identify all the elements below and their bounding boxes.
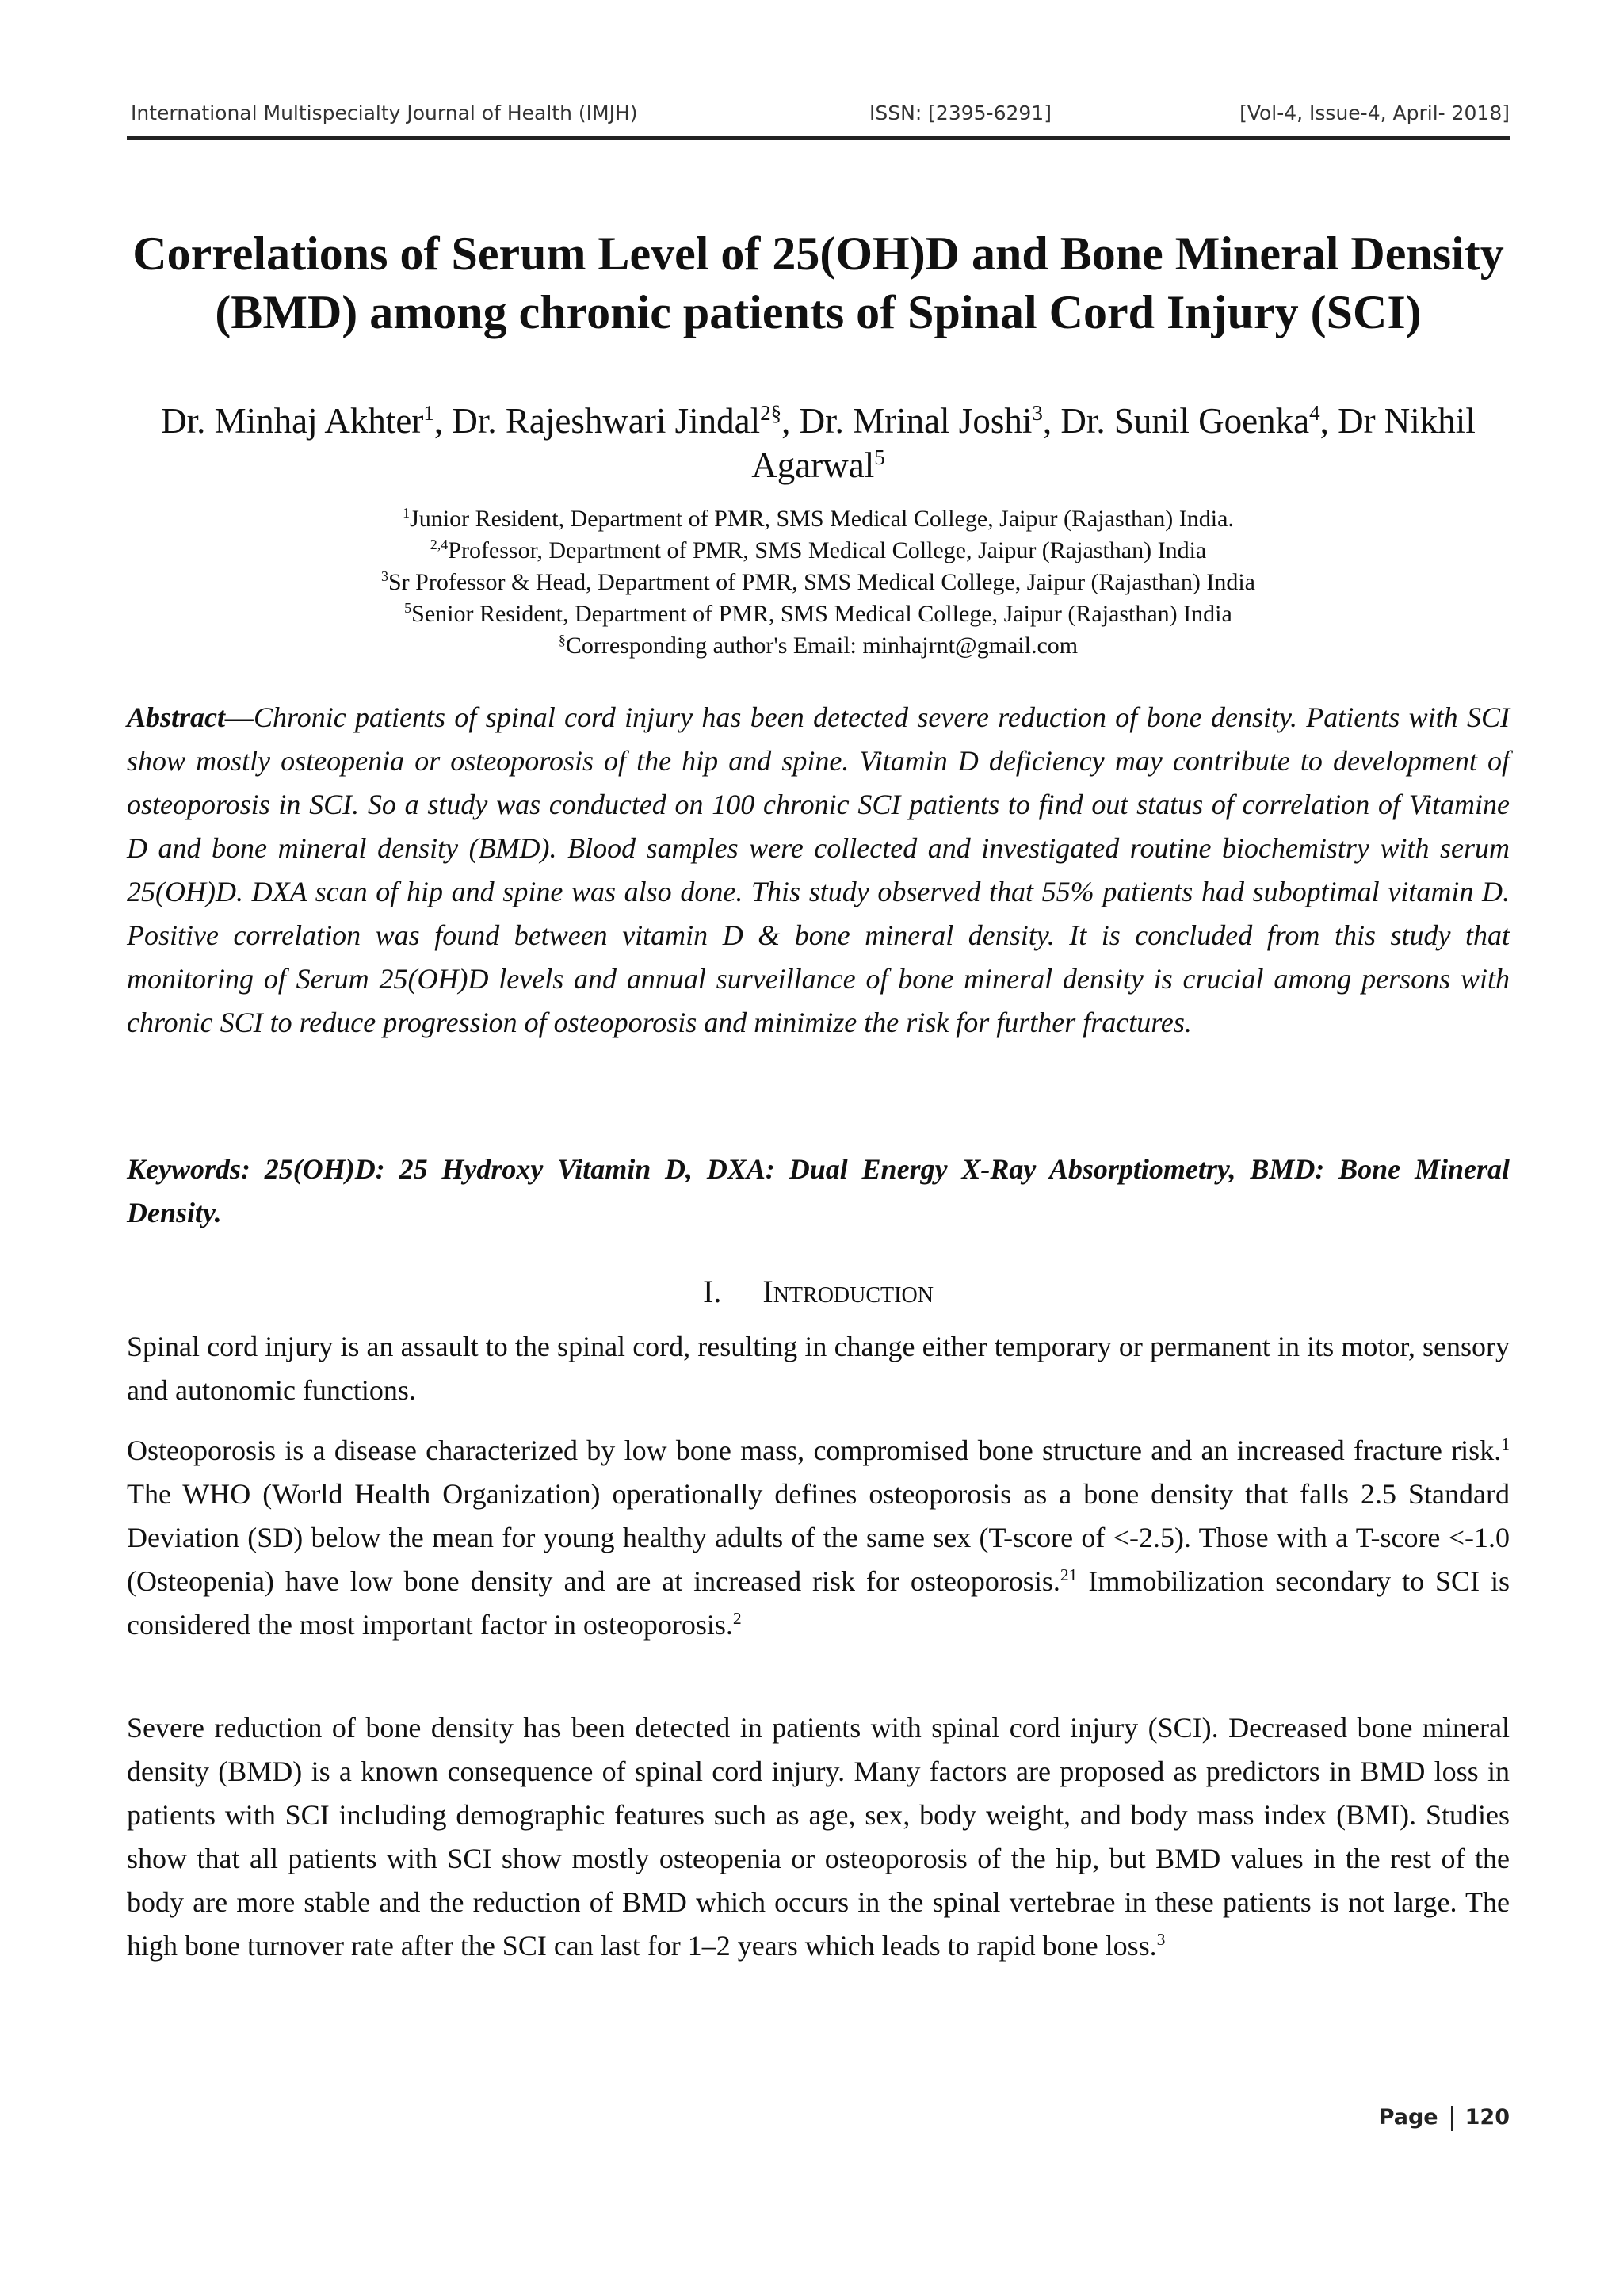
paper-title: Correlations of Serum Level of 25(OH)D and Bone Mineral Density (BMD) among chronic patients of Spinal Cord Injury (SCI) (132, 227, 1504, 338)
paragraph: Osteoporosis is a disease characterized by low bone mass, compromised bone structure and an increased fracture risk.$^1$ The WHO (World Health Organization) operationally defines osteoporosis as a bone density that falls 2.5 Standard Deviation (SD) below the mean for young healthy adults of the same sex (T-score of <-2.5). Those with a T-score <-1.0 (Osteopenia) have low bone density and are at increased risk for osteoporosis.$^{21}$ Immobilization secondary to SCI is considered the most important factor in osteoporosis.$^2$ (127, 1435, 1510, 1641)
abstract (127, 696, 1510, 1045)
journal-name: International Multispecialty Journal of Health (IMJH) (131, 101, 638, 124)
author: Dr Nikhil Agarwal$^5$ (751, 401, 1476, 485)
author: Dr. Minhaj Akhter$^1$, (161, 401, 453, 441)
citation: 2 (732, 1609, 742, 1628)
page-number: 120 (1465, 2105, 1510, 2130)
section-number: I. (703, 1274, 722, 1309)
keywords: Keywords: 25(OH)D: 25 Hydroxy Vitamin D, DXA: Dual Energy X-Ray Absorptiometry, BMD: Bone Mineral Density. (127, 1153, 1510, 1228)
paragraph: Spinal cord injury is an assault to the spinal cord, resulting in change either temporary or permanent in its motor, sensory and autonomic functions. (127, 1331, 1510, 1406)
affiliation: $^5$Senior Resident, Department of PMR, SMS Medical College, Jaipur (Rajasthan) India (404, 600, 1232, 627)
affiliation: $^1$Junior Resident, Department of PMR, SMS Medical College, Jaipur (Rajasthan) India. (403, 505, 1234, 532)
affiliation: $^{2,4}$Professor, Department of PMR, SMS Medical College, Jaipur (Rajasthan) India (430, 537, 1207, 563)
author-list (127, 399, 1510, 487)
section-title: Introduction (762, 1274, 934, 1309)
section-heading-introduction (127, 1271, 1510, 1312)
affiliations (127, 503, 1510, 662)
page-label: Page (1378, 2105, 1438, 2130)
issn: ISSN: [2395-6291] (869, 101, 1052, 124)
abstract-text: Chronic patients of spinal cord injury has been detected severe reduction of bone density. Patients with SCI show mostly osteopenia or osteoporosis of the hip and spine. Vitamin D deficiency may contribute to development of osteoporosis in SCI. So a study was conducted on 100 chronic SCI patients to find out status of correlation of Vitamine D and bone mineral density (BMD). Blood samples were collected and investigated routine biochemistry with serum 25(OH)D. DXA scan of hip and spine was also done. This study observed that 55% patients had suboptimal vitamin D. Positive correlation was found between vitamin D & bone mineral density. It is concluded from this study that monitoring of Serum 25(OH)D levels and annual surveillance of bone mineral density is crucial among persons with chronic SCI to reduce progression of osteoporosis and minimize the risk for further fractures. (127, 701, 1510, 1038)
corresponding-email: §Corresponding author's Email: minhajrnt@gmail.com (558, 632, 1079, 659)
author: Dr. Sunil Goenka$^4$, (1060, 401, 1338, 441)
citation: 3 (1156, 1930, 1166, 1949)
paragraph: Severe reduction of bone density has been detected in patients with spinal cord injury (SCI). Decreased bone mineral density (BMD) is a known consequence of spinal cord injury. Many factors are proposed as predictors in BMD loss in patients with SCI including demographic features such as age, sex, body weight, and body mass index (BMI). Studies show that all patients with SCI show mostly osteopenia or osteoporosis of the hip, but BMD values in the rest of the body are more stable and the reduction of BMD which occurs in the spinal vertebrae in these patients is not large. The high bone turnover rate after the SCI can last for 1–2 years which leads to rapid bone loss.$^3$ (127, 1712, 1510, 1962)
running-header (131, 101, 1510, 128)
header-rule (127, 136, 1510, 140)
affiliation: $^3$Sr Professor & Head, Department of PMR, SMS Medical College, Jaipur (Rajasthan) India (381, 568, 1255, 595)
citation: 1 (1501, 1435, 1510, 1454)
citation: 21 (1060, 1565, 1078, 1584)
footer-divider (1451, 2106, 1453, 2131)
author: Dr. Rajeshwari Jindal$^{2\S}$, (452, 401, 800, 441)
abstract-label: Abstract— (127, 701, 254, 733)
volume-issue: [Vol-4, Issue-4, April- 2018] (1239, 101, 1510, 124)
author: Dr. Mrinal Joshi$^3$, (799, 401, 1061, 441)
page-footer (1379, 2105, 1510, 2131)
